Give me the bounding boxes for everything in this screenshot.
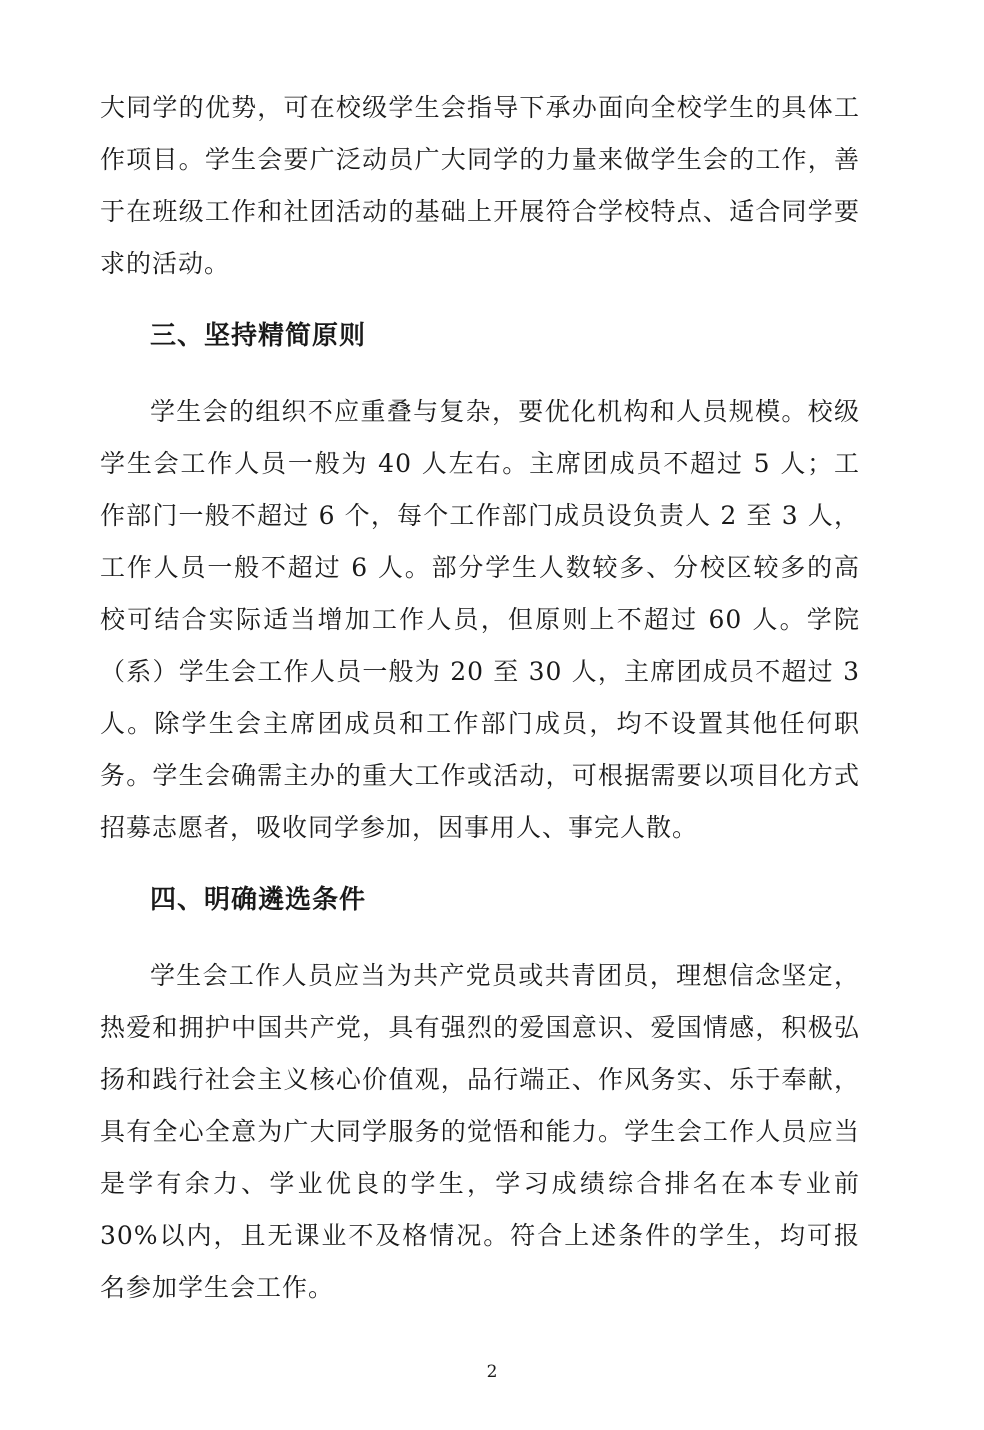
document-body	[100, 82, 860, 1314]
paragraph-section-3: 学生会的组织不应重叠与复杂，要优化机构和人员规模。校级学生会工作人员一般为 40 人左右。主席团成员不超过 5 人；工作部门一般不超过 6 个，每个工作部门成员设负责人 2 至 3 人，工作人员一般不超过 6 人。部分学生人数较多、分校区较多的高校可结合实际适当增加工作人员，但原则上不超过 60 人。学院（系）学生会工作人员一般为 20 至 30 人，主席团成员不超过 3 人。除学生会主席团成员和工作部门成员，均不设置其他任何职务。学生会确需主办的重大工作或活动，可根据需要以项目化方式招募志愿者，吸收同学参加，因事用人、事完人散。	[100, 397, 860, 842]
spacer	[100, 362, 860, 386]
paragraph-section-4: 学生会工作人员应当为共产党员或共青团员，理想信念坚定，热爱和拥护中国共产党，具有强烈的爱国意识、爱国情感，积极弘扬和践行社会主义核心价值观，品行端正、作风务实、乐于奉献，具有全心全意为广大同学服务的觉悟和能力。学生会工作人员应当是学有余力、学业优良的学生，学习成绩综合排名在本专业前 30%以内，且无课业不及格情况。符合上述条件的学生，均可报名参加学生会工作。	[100, 961, 860, 1302]
spacer	[100, 854, 860, 874]
spacer	[100, 926, 860, 950]
section-heading-3: 三、坚持精简原则	[150, 321, 367, 351]
spacer	[100, 290, 860, 310]
section-heading-4: 四、明确遴选条件	[150, 885, 367, 915]
paragraph-intro-continuation: 大同学的优势，可在校级学生会指导下承办面向全校学生的具体工作项目。学生会要广泛动员广大同学的力量来做学生会的工作，善于在班级工作和社团活动的基础上开展符合学校特点、适合同学要求的活动。	[100, 93, 860, 278]
page-number: 2	[486, 1362, 498, 1382]
